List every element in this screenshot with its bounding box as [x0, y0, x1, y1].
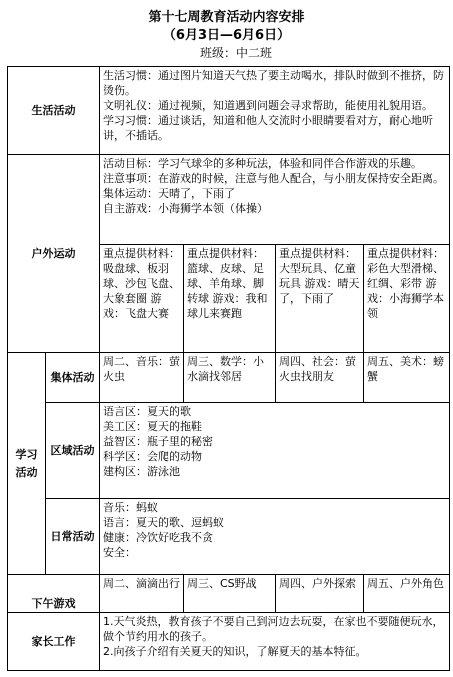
outdoor-line: 自主游戏：小海狮学本领（体操）: [103, 202, 268, 215]
outdoor-material-cell: 重点提供材料：吸盘球、板羽球、沙包飞盘、大象套圈 游戏：飞盘大赛: [100, 245, 184, 353]
life-line: 生活习惯：通过图片知道天气热了要主动喝水，排队时做到不推挤，防烫伤。: [103, 69, 444, 97]
row-afternoon: [8, 575, 450, 613]
area-line: 语言区：夏天的歌: [103, 405, 191, 418]
area-line: 建构区：游泳池: [103, 465, 180, 478]
afternoon-cell: 周二、滴滴出行: [100, 575, 184, 613]
schedule-table: [7, 66, 450, 671]
outdoor-material-cell: 重点提供材料：彩色大型滑梯、红绸、彩带 游戏：小海狮学本领: [364, 245, 450, 353]
parents-label: 家长工作: [8, 613, 100, 671]
daily-line: 语言：夏天的歌、逗蚂蚁: [103, 516, 224, 529]
outdoor-line: 活动目标：学习气球伞的多种玩法，体验和同伴合作游戏的乐趣。: [103, 157, 422, 170]
outdoor-content: [100, 155, 450, 245]
study-daily-content: [100, 499, 450, 575]
parents-line: 2.向孩子介绍有关夏天的知识，了解夏天的基本特征。: [103, 645, 367, 658]
daily-line: 健康：冷饮好吃我不贪: [103, 531, 213, 544]
row-outdoor: [8, 155, 450, 245]
afternoon-label: 下午游戏: [8, 575, 100, 613]
area-line: 美工区：夏天的拖鞋: [103, 420, 202, 433]
study-area-label: 区域活动: [46, 403, 100, 499]
outdoor-line: 集体运动：天晴了，下雨了: [103, 187, 235, 200]
study-group-cell: 周二、音乐：萤火虫: [100, 353, 184, 403]
date-range: （6月3日—6月6日）: [162, 28, 291, 43]
area-line: 益智区：瓶子里的秘密: [103, 435, 213, 448]
row-study-group: [8, 353, 450, 403]
row-study-daily: [8, 499, 450, 575]
parents-content: [100, 613, 450, 671]
life-line: 学习习惯：通过谈话，知道和他人交流时小眼睛要看对方，耐心地听讲，不插话。: [103, 114, 433, 142]
life-line: 文明礼仪：通过视频，知道遇到问题会寻求帮助，能使用礼貌用语。: [103, 99, 433, 112]
afternoon-cell: 周三、CS野战: [184, 575, 276, 613]
outdoor-material-cell: 重点提供材料：篮球、皮球、足球、羊角球、脚转球 游戏：我和球儿来赛跑: [184, 245, 276, 353]
afternoon-cell: 周五、户外角色: [364, 575, 450, 613]
study-label: 学习活动: [8, 353, 46, 575]
afternoon-cell: 周四、户外探索: [276, 575, 364, 613]
study-daily-label: 日常活动: [46, 499, 100, 575]
row-parents: [8, 613, 450, 671]
outdoor-line: 注意事项：在游戏的时候，注意与他人配合，与小朋友保持安全距离。: [103, 172, 444, 185]
study-area-content: [100, 403, 450, 499]
outdoor-label: 户外运动: [8, 155, 100, 353]
row-study-area: [8, 403, 450, 499]
study-group-cell: 周五、美术：螃蟹: [364, 353, 450, 403]
study-group-cell: 周三、数学：小水滴找邻居: [184, 353, 276, 403]
page-title: 第十七周教育活动内容安排: [148, 10, 305, 25]
class-name: 班级：中二班: [200, 46, 273, 60]
area-line: 科学区：会爬的动物: [103, 450, 202, 463]
life-content: [100, 67, 450, 155]
study-group-cell: 周四、社会：萤火虫找朋友: [276, 353, 364, 403]
outdoor-material-cell: 重点提供材料：大型玩具、亿童玩具 游戏：晴天了，下雨了: [276, 245, 364, 353]
study-group-label: 集体活动: [46, 353, 100, 403]
life-label: 生活活动: [8, 67, 100, 155]
row-life: [8, 67, 450, 155]
parents-line: 1.天气炎热，教育孩子不要自己到河边去玩耍，在家也不要随便玩水，做个节约用水的孩子。: [103, 615, 444, 643]
daily-line: 音乐：蚂蚁: [103, 501, 158, 514]
daily-line: 安全：: [103, 546, 136, 559]
